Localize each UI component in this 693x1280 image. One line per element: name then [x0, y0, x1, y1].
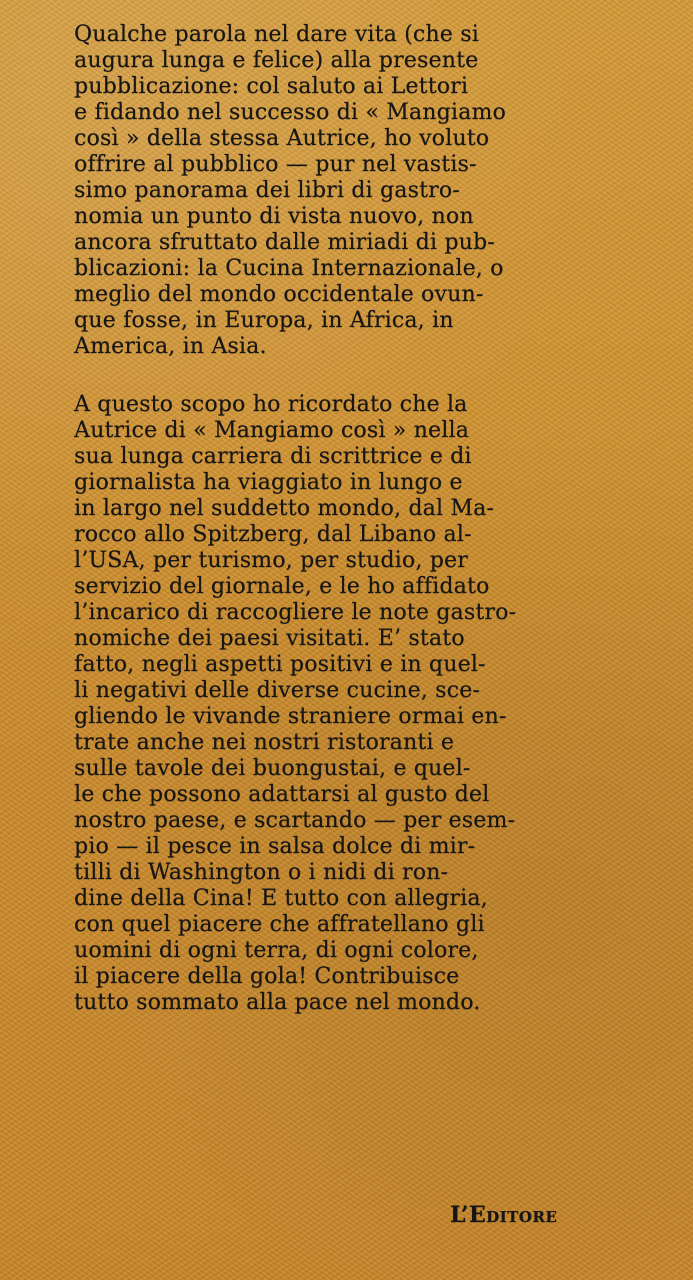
text-line: que fosse, in Europa, in Africa, in	[74, 308, 454, 333]
text-line: e fidando nel successo di « Mangiamo	[74, 100, 506, 125]
text-line: le che possono adattarsi al gusto del	[74, 782, 490, 807]
text-line: Autrice di « Mangiamo così » nella	[74, 418, 470, 443]
text-line: l’incarico di raccogliere le note gastro-	[74, 600, 517, 625]
text-line: Qualche parola nel dare vita (che si	[74, 22, 479, 47]
text-line: pubblicazione: col saluto ai Lettori	[74, 74, 469, 99]
text-line: simo panorama dei libri di gastro-	[74, 178, 460, 203]
text-line: uomini di ogni terra, di ogni colore,	[74, 938, 479, 963]
text-line: nomiche dei paesi visitati. E’ stato	[74, 626, 465, 651]
text-line: sua lunga carriera di scrittrice e di	[74, 444, 472, 469]
text-line: ancora sfruttato dalle miriadi di pub-	[74, 230, 495, 255]
text-line: nostro paese, e scartando — per esem-	[74, 808, 516, 833]
text-line: nomia un punto di vista nuovo, non	[74, 204, 474, 229]
text-line: così » della stessa Autrice, ho voluto	[74, 126, 490, 151]
text-line: A questo scopo ho ricordato che la	[74, 392, 468, 417]
text-line: fatto, negli aspetti positivi e in quel-	[74, 652, 486, 677]
text-line: sulle tavole dei buongustai, e quel-	[74, 756, 471, 781]
text-line: rocco allo Spitzberg, dal Libano al-	[74, 522, 472, 547]
text-line: con quel piacere che affratellano gli	[74, 912, 485, 937]
text-line: servizio del giornale, e le ho affidato	[74, 574, 490, 599]
text-line: tutto sommato alla pace nel mondo.	[74, 990, 481, 1015]
text-line: l’USA, per turismo, per studio, per	[74, 548, 468, 573]
text-line: giornalista ha viaggiato in lungo e	[74, 470, 463, 495]
text-line: augura lunga e felice) alla presente	[74, 48, 479, 73]
text-line: il piacere della gola! Contribuisce	[74, 964, 460, 989]
text-line: pio — il pesce in salsa dolce di mir-	[74, 834, 476, 859]
text-line: offrire al pubblico — pur nel vastis-	[74, 152, 477, 177]
text-line: li negativi delle diverse cucine, sce-	[74, 678, 481, 703]
text-line: America, in Asia.	[74, 334, 267, 359]
text-line: dine della Cina! E tutto con allegria,	[74, 886, 488, 911]
text-line: gliendo le vivande straniere ormai en-	[74, 704, 507, 729]
text-line: blicazioni: la Cucina Internazionale, o	[74, 256, 504, 281]
text-line: in largo nel suddetto mondo, dal Ma-	[74, 496, 495, 521]
text-line: tilli di Washington o i nidi di ron-	[74, 860, 449, 885]
text-line: meglio del mondo occidentale ovun-	[74, 282, 484, 307]
text-line: trate anche nei nostri ristoranti e	[74, 730, 455, 755]
editor-signature: L’Editore	[450, 1202, 558, 1228]
